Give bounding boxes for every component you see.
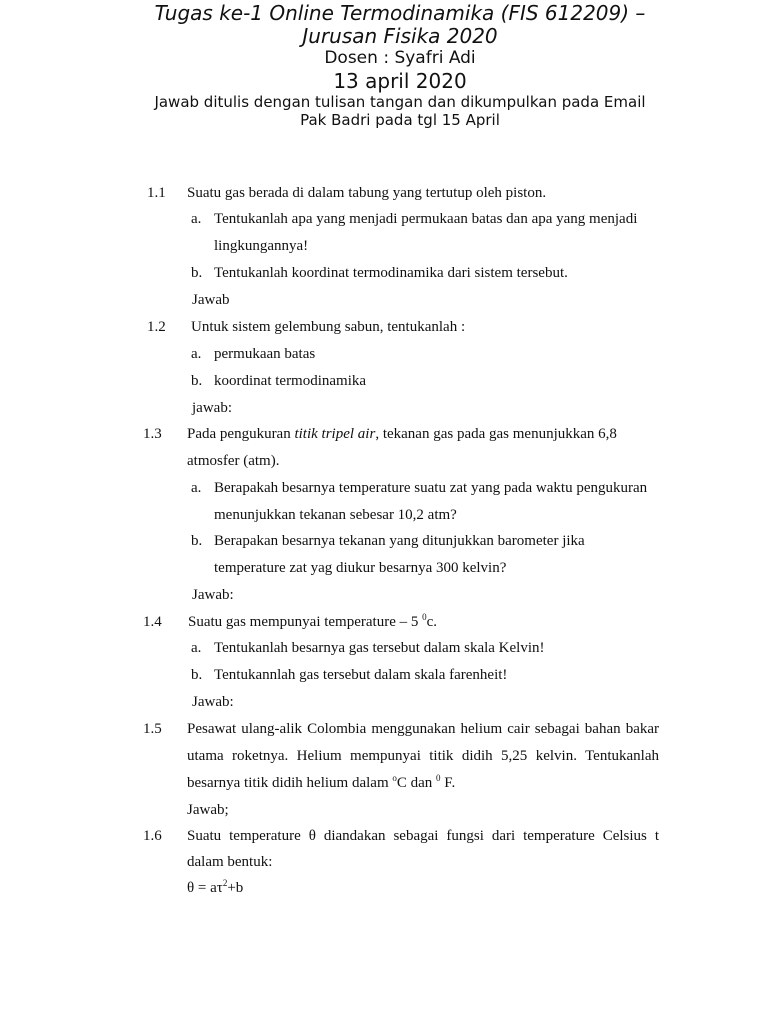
item-a-text-cont: lingkungannya! [214,238,309,254]
title-line-1: Tugas ke-1 Online Termodinamika (FIS 612209) – [154,1,646,25]
item-label-a: a. [191,480,202,496]
item-b-text: koordinat termodinamika [214,373,367,389]
question-text-cont: atmosfer (atm). [187,453,280,469]
item-label-a: a. [191,346,202,362]
italic-term: titik tripel air [294,426,376,442]
lecturer-line: Dosen : Syafri Adi [324,48,476,68]
item-label-a: a. [191,211,202,227]
answer-label: Jawab: [192,587,234,603]
question-number: 1.1 [147,185,166,201]
item-b-text-cont: temperature zat yag diukur besarnya 300 kelvin? [214,560,507,576]
item-a-text: Berapakah besarnya temperature suatu zat yang pada waktu pengukuran [214,480,648,496]
instruction-line-2: Pak Badri pada tgl 15 April [300,111,500,129]
answer-label: jawab: [192,400,232,416]
question-number: 1.5 [143,721,162,737]
question-number: 1.2 [147,319,166,335]
question-text-cont: utama roketnya. Helium mempunyai titik didih 5,25 kelvin. Tentukanlah [187,748,659,764]
question-number: 1.3 [143,426,162,442]
item-b-text: Tentukanlah koordinat termodinamika dari sistem tersebut. [214,265,568,281]
answer-label: Jawab; [187,802,229,818]
item-label-a: a. [191,640,202,656]
formula: $\theta = a\tau^2+b$ [187,878,244,896]
question-text: Suatu temperature θ diandakan sebagai fungsi dari temperature Celsius t [187,828,659,844]
question-number: 1.6 [143,828,162,844]
date-line: 13 april 2020 [333,69,467,93]
item-label-b: b. [191,265,203,281]
instruction-line-1: Jawab ditulis dengan tulisan tangan dan dikumpulkan pada Email [154,93,646,111]
item-a-text-cont: menunjukkan tekanan sebesar 10,2 atm? [214,507,457,523]
item-a-text: Tentukanlah apa yang menjadi permukaan batas dan apa yang menjadi [214,211,638,227]
item-a-text: Tentukanlah besarnya gas tersebut dalam skala Kelvin! [214,640,545,656]
item-label-b: b. [191,373,203,389]
answer-label: Jawab: [192,694,234,710]
question-text: Suatu gas mempunyai temperature – 5 $^0$c. [188,612,438,630]
item-label-b: b. [191,533,203,549]
question-number: 1.4 [143,614,162,630]
question-text: Pada pengukuran titik tripel air, tekanan gas pada gas menunjukkan 6,8 [187,426,617,442]
item-a-text: permukaan batas [214,346,316,362]
question-text: Pesawat ulang-alik Colombia menggunakan helium cair sebagai bahan bakar [187,721,659,737]
item-label-b: b. [191,667,203,683]
item-b-text: Berapakan besarnya tekanan yang ditunjukkan barometer jika [214,533,585,549]
title-line-2: Jurusan Fisika 2020 [302,24,498,48]
question-text-cont: besarnya titik didih helium dalam $^o$C dan $^0$ F. [187,773,456,791]
answer-label: Jawab [192,292,230,308]
item-b-text: Tentukannlah gas tersebut dalam skala farenheit! [214,667,508,683]
question-text: Suatu gas berada di dalam tabung yang tertutup oleh piston. [187,185,547,201]
question-text-cont: dalam bentuk: [187,854,273,870]
question-text: Untuk sistem gelembung sabun, tentukanlah : [191,319,466,335]
